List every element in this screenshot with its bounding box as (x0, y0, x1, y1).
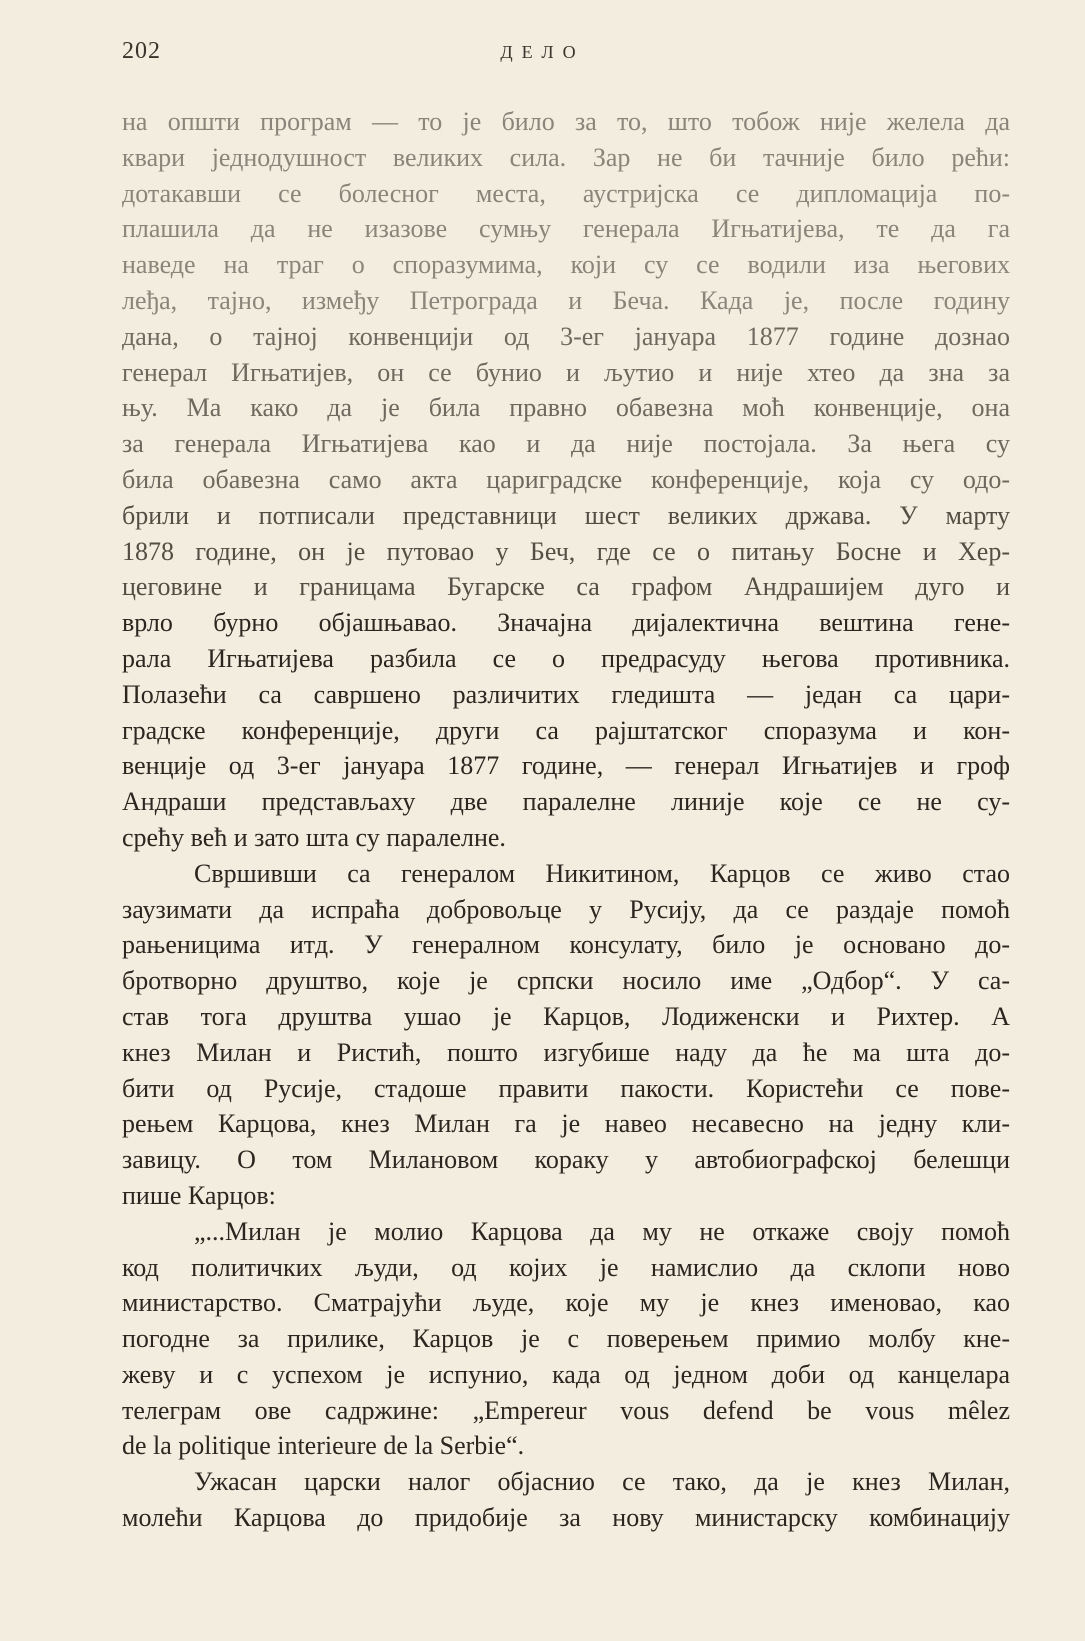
text-line: врло бурно објашњавао. Значајна дијалектична вештина гене- (122, 608, 1010, 638)
text-line: Полазећи са савршено различитих гледишта — један са цари- (122, 679, 1010, 709)
text-line: дана, о тајној конвенцији од 3-ег јануара 1877 године дознао (122, 321, 1010, 351)
text-line: венције од 3-ег јануара 1877 године, — генерал Игњатијев и гроф (122, 751, 1010, 781)
text-line: молећи Карцова до придобије за нову министарску комбинацију (122, 1503, 1010, 1533)
text-line: рањеницима итд. У генералном консулату, било је основано до- (122, 930, 1010, 960)
text-line: наведе на траг о споразумима, који су се водили иза његових (122, 250, 1010, 280)
text-line: жеву и с успехом је испунио, када од једном доби од канцелара (122, 1359, 1010, 1389)
text-line: квари једнодушност великих сила. Зар не би тачније било рећи: (122, 142, 1010, 172)
text-line: de la politique interieure de la Serbie“. (122, 1431, 525, 1461)
text-line: министарство. Сматрајући људе, које му је кнез именовао, као (122, 1288, 1010, 1318)
text-line: леђа, тајно, између Петрограда и Беча. Када је, после годину (122, 285, 1010, 315)
text-line: на општи програм — то је било за то, што тобож није желела да (122, 107, 1010, 136)
text-line: Свршивши са генералом Никитином, Карцов се живо стао (194, 858, 1010, 888)
text-line: градске конференције, други са рајштатског споразума и кон- (122, 715, 1010, 745)
text-line: завицу. О том Милановом кораку у автобиографској белешци (122, 1145, 1010, 1175)
text-line: пише Карцов: (122, 1180, 276, 1210)
text-line: цеговине и границама Бугарске са графом Андрашијем дуго и (122, 572, 1010, 602)
text-line: став тога друштва ушао је Карцов, Лодиженски и Рихтер. А (122, 1001, 1010, 1031)
text-line: дотакавши се болесног места, аустријска се дипломација по- (122, 178, 1010, 208)
text-line: рењем Карцова, кнез Милан га је навео несавесно на једну кли- (122, 1109, 1010, 1139)
text-line: генерал Игњатијев, он се бунио и љутио и није хтео да зна за (122, 357, 1010, 387)
text-line: 1878 године, он је путовао у Беч, где се о питању Босне и Хер- (122, 536, 1010, 566)
body-text (122, 104, 1010, 1536)
text-line: плашила да не изазове сумњу генерала Игњатијева, те да га (122, 214, 1010, 244)
text-line: телеграм ове садржине: „Empereur vous defend be vous mêlez (122, 1395, 1010, 1425)
text-line: њу. Ма како да је била правно обавезна моћ конвенције, она (122, 393, 1010, 423)
text-line: бити од Русије, стадоше правити пакости. Користећи се пове- (122, 1073, 1010, 1103)
text-line: брили и потписали представници шест великих држава. У марту (122, 500, 1010, 530)
page-number: 202 (122, 38, 161, 64)
text-line: рала Игњатијева разбила се о предрасуду његова противника. (122, 643, 1010, 673)
text-line: за генерала Игњатијева као и да није постојала. За њега су (122, 429, 1010, 459)
text-line: код политичких људи, од којих је намислио да склопи ново (122, 1252, 1010, 1282)
text-line: Ужасан царски налог објаснио се тако, да је кнез Милан, (194, 1467, 1010, 1497)
text-line: кнез Милан и Ристић, пошто изгубише наду да ће ма шта до- (122, 1037, 1010, 1067)
running-head: ДЕЛО (500, 42, 585, 62)
text-line: „...Милан је молио Карцова да му не откаже своју помоћ (194, 1216, 1010, 1246)
text-line: била обавезна само акта цариградске конференције, која су одо- (122, 464, 1010, 494)
page-header (0, 38, 1085, 74)
text-line: бротворно друштво, које је српски носило име „Одбор“. У са- (122, 966, 1010, 996)
text-line: заузимати да испраћа добровољце у Русију, да се раздаје помоћ (122, 894, 1010, 924)
text-line: срећу већ и зато шта су паралелне. (122, 822, 506, 852)
text-line: Андраши представљаху две паралелне линије које се не су- (122, 787, 1010, 817)
text-line: погодне за прилике, Карцов је с поверењем примио молбу кне- (122, 1324, 1010, 1354)
